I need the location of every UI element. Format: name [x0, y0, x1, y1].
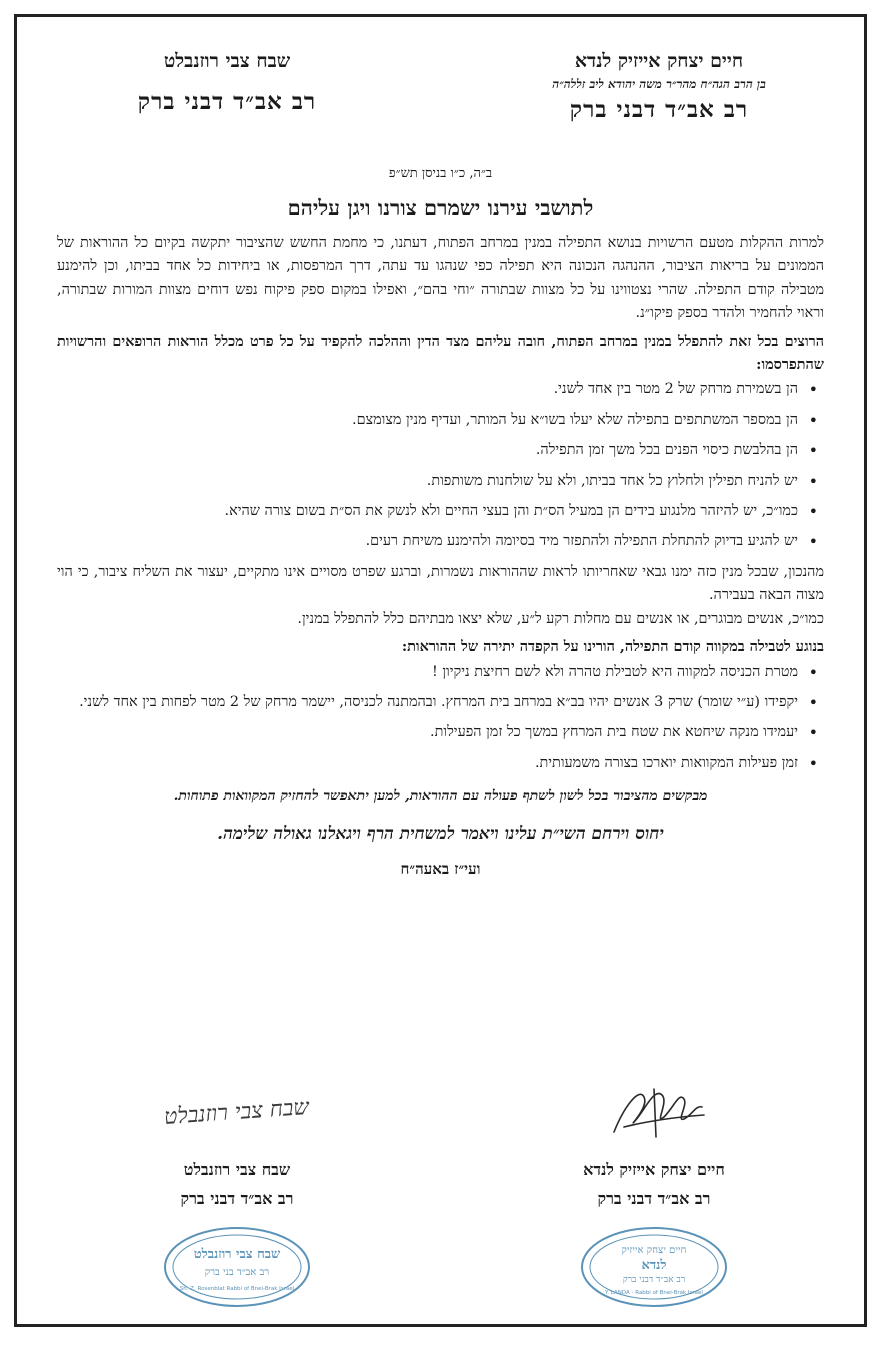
document-title: לתושבי עירנו ישמרם צורנו ויגן עליהם	[287, 195, 594, 220]
letterhead-title: רב אב״ד דבני ברק	[569, 96, 749, 123]
blessing-text: יחוס וירחם השי״ת עלינו ויאמר למשחית הרף ויגאלנו גאולה שלימה.	[217, 823, 664, 844]
letterhead-rabbi-rosenblat	[87, 47, 367, 119]
svg-text:חיים יצחק אייזיק: חיים יצחק אייזיק	[621, 1245, 687, 1256]
list-item: • הן בשמירת מרחק של 2 מטר בין אחד לשני.	[57, 378, 798, 401]
signature-block-landa	[504, 1077, 804, 1309]
section1-list	[57, 378, 824, 553]
svg-text:לנדא: לנדא	[641, 1258, 667, 1273]
list-item: • יש להניח תפילין ולחלוץ כל אחד בביתו, ולא על שולחנות משותפות.	[57, 470, 798, 493]
signatures	[57, 1077, 824, 1327]
letterhead-title: רב אב״ד דבני ברק	[137, 88, 317, 115]
section2-heading: בנוגע לטבילה במקווה קודם התפילה, הורינו על הקפדה יתירה של ההוראות:	[401, 638, 824, 656]
gabbai-paragraph: מהנכון, שבכל מנין כזה ימנו גבאי שאחריותו לראות שההוראות נשמרות, וברגע שפרט מסויים אינו מתקיים, יעצור את השליח ציבור, כי הוי מצוה הבאה בעבירה.	[57, 563, 824, 604]
svg-text:רב אב״ד בני ברק: רב אב״ד בני ברק	[204, 1267, 270, 1278]
list-item: • הן במספר המשתתפים בתפילה שלא יעלו בשו״א על המותר, ועדיף מנין מצומצם.	[57, 409, 798, 432]
section2-list	[57, 661, 824, 776]
intro-paragraph: למרות ההקלות מטעם הרשויות בנושא התפילה במנין במרחב הפתוח, דעתנו, כי מחמת החשש שהציבור יתקשה בקיום כל ההוראות של הממונים על בריאות הציבור, ההנהגה הנכונה היא תפילה כפי שנהגו עד עתה, דרך המרפסות, או ביחידות כל אחד בביתו, וכן להימנע מטבילה קודם התפילה. שהרי נצטווינו על כל מצוות שבתורה ״וחי בהם״, ואפילו במקום ספק פיקוח נפש דוחים מצוות המורות שבתורה, וראוי להחמיר ולהדר בספק פיקו״נ.	[57, 235, 824, 322]
svg-text:Y. LANDA - Rabbi of Bnei-Brak: Y. LANDA - Rabbi of Bnei-Brak Israel	[605, 1290, 703, 1296]
signatory-title: רב אב״ד דבני ברק	[597, 1189, 711, 1208]
signatory-title: רב אב״ד דבני ברק	[180, 1189, 294, 1208]
list-item: • יעמידו מנקה שיחטא את שטח בית המרחץ במשך כל זמן הפעילות.	[57, 721, 798, 744]
list-item: • יש להגיע בדיוק להתחלת התפילה ולהתפזר מיד בסיומה ולהימנע משיחת רעים.	[57, 530, 798, 553]
list-item: • זמן פעילות המקוואות יוארכו בצורה משמעותית.	[57, 752, 798, 775]
list-item: • מטרת הכניסה למקווה היא לטבילת טהרה ולא לשם רחיצת ניקיון !	[57, 661, 798, 684]
document-content	[57, 17, 824, 1324]
appeal-text: מבקשים מהציבור בכל לשון לשתף פעולה עם ההוראות, למען יתאפשר להחזיק המקוואות פתוחות.	[173, 788, 708, 805]
signatory-name: שבח צבי רוזנבלט	[183, 1160, 291, 1179]
elderly-paragraph: כמו״כ, אנשים מבוגרים, או אנשים עם מחלות רקע ל״ע, שלא יצאו מבתיהם כלל להתפלל במנין.	[297, 610, 824, 627]
document-body	[57, 232, 824, 881]
letterhead	[57, 47, 824, 147]
svg-text:שבח צבי רוזנבלט: שבח צבי רוזנבלט	[163, 1094, 310, 1131]
document-date: ב״ה, כ״ו בניסן תש״פ	[388, 166, 493, 181]
svg-text:רב אב״ד דבני ברק: רב אב״ד דבני ברק	[622, 1275, 686, 1285]
svg-text:שבח צבי רוזנבלט: שבח צבי רוזנבלט	[193, 1247, 281, 1262]
handwritten-signature-icon	[584, 1077, 724, 1147]
signatory-name: חיים יצחק אייזיק לנדא	[583, 1160, 725, 1179]
rabbinical-stamp-icon	[162, 1225, 312, 1309]
rabbinical-stamp-icon	[579, 1225, 729, 1309]
letterhead-name: שבח צבי רוזנבלט	[163, 50, 291, 72]
svg-text:Sh. Z. Rosenblat Rabbi of Bnei: Sh. Z. Rosenblat Rabbi of Bnei-Brak Israel	[179, 1286, 295, 1292]
list-item: • כמו״כ, יש להיזהר מלנגוע בידים הן במעיל הס״ת והן בעצי החיים ולא לנשק את הס״ת בשום צורה שהיא.	[57, 500, 798, 523]
list-item: • יקפידו (ע״י שומר) שרק 3 אנשים יהיו בב״א במרחב בית המרחץ. ובהמתנה לכניסה, יישמר מרחק של 2 מטר לפחות בין אחד לשני.	[57, 691, 798, 714]
signature-block-rosenblat	[87, 1077, 387, 1309]
handwritten-signature-icon	[152, 1077, 322, 1147]
letterhead-name: חיים יצחק אייזיק לנדא	[574, 50, 744, 72]
list-item: • הן בהלבשת כיסוי הפנים בכל משך זמן התפילה.	[57, 439, 798, 462]
letterhead-rabbi-landa	[494, 47, 824, 127]
section1-heading: הרוצים בכל זאת להתפלל במנין במרחב הפתוח, חובה עליהם מצד הדין וההלכה להקפיד על כל פרט מכלל הוראות הרופאים והרשויות שהתפרסמו:	[57, 332, 824, 374]
document-frame	[14, 14, 867, 1327]
signoff-text: ועי״ז באעה״ח	[400, 859, 481, 878]
letterhead-lineage: בן הרב הגה״ח מהר״ר משה יהודא ליב זללה״ה	[552, 77, 766, 91]
